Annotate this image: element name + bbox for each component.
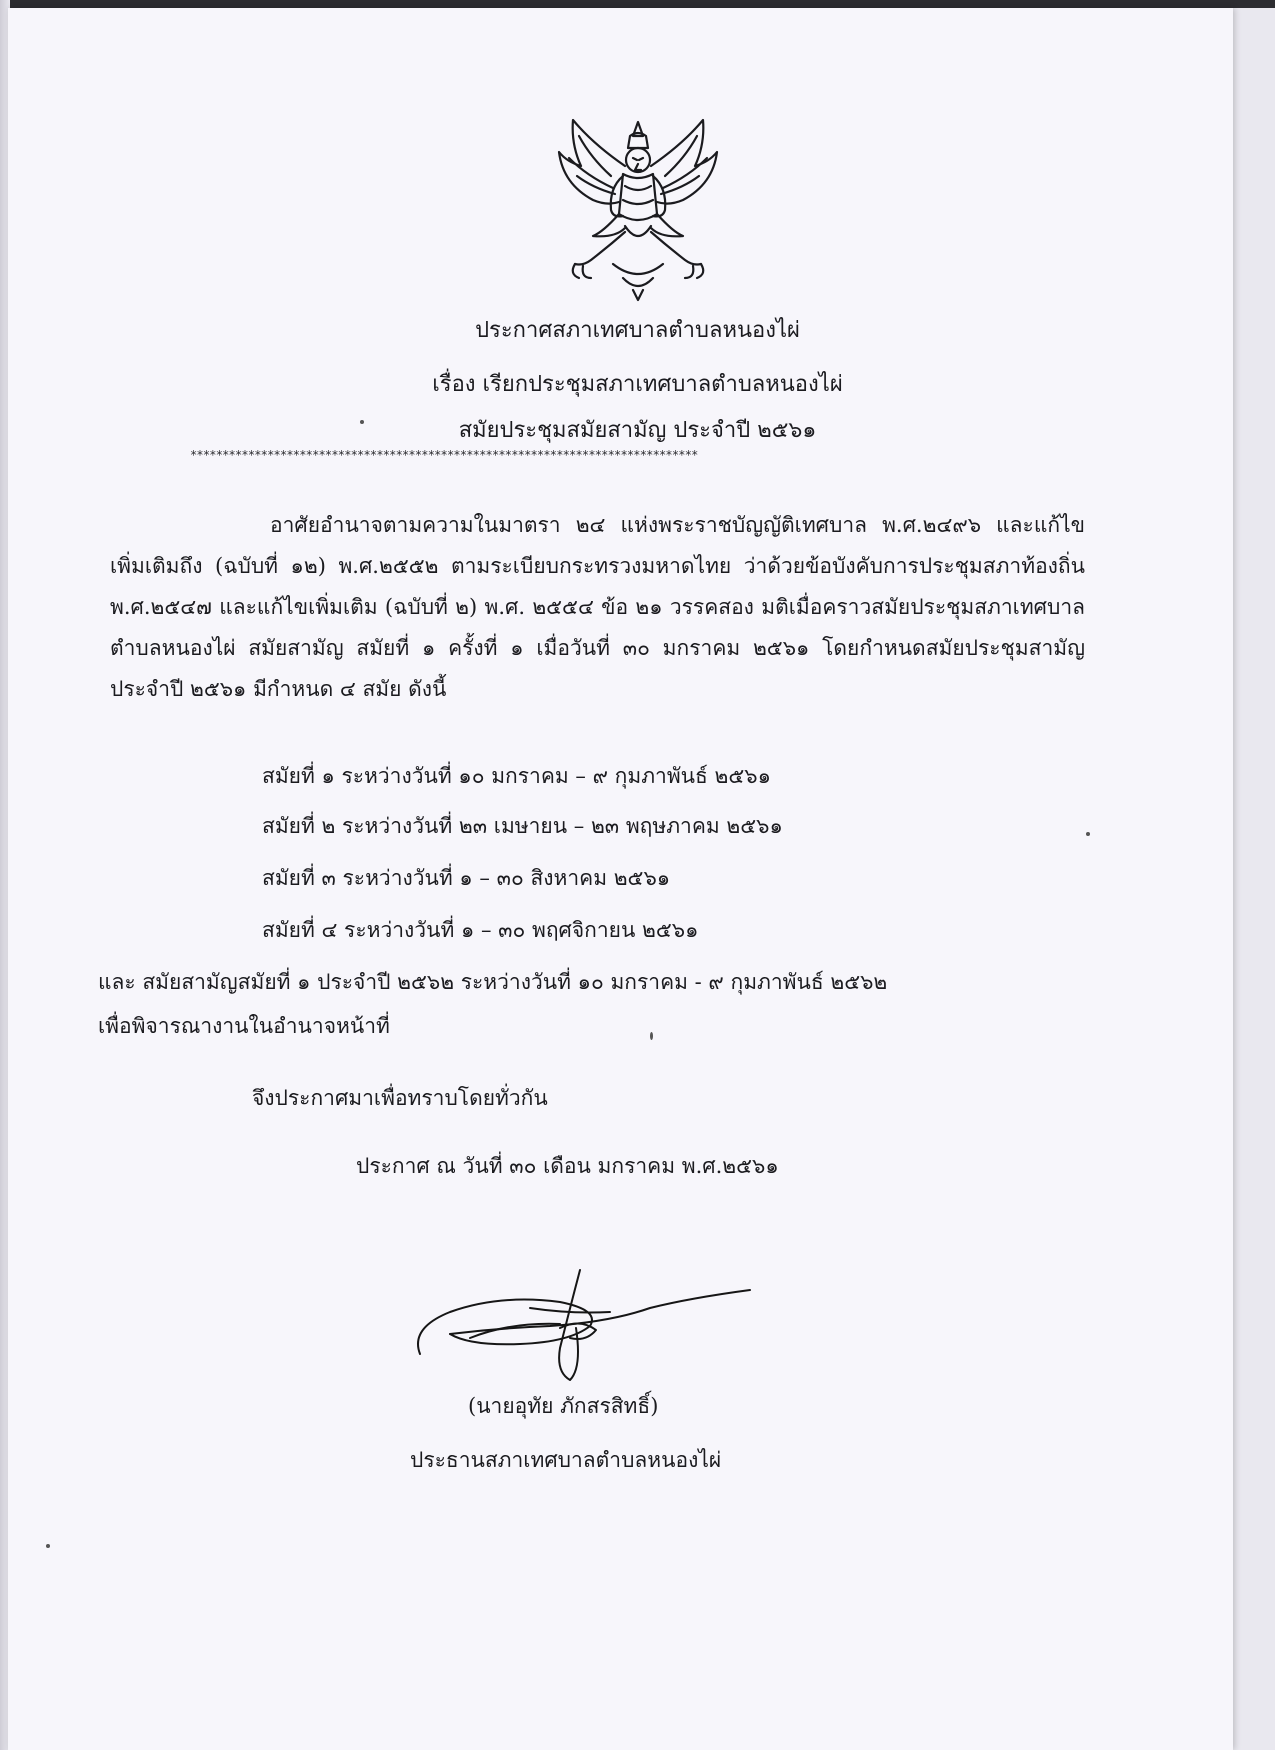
session-heading: สมัยประชุมสมัยสามัญ ประจำปี ๒๕๖๑ [458,418,817,443]
handwritten-signature [410,1268,760,1388]
body-paragraph: อาศัยอำนาจตามความในมาตรา ๒๔ แห่งพระราชบัญญัติเทศบาล พ.ศ.๒๔๙๖ และแก้ไขเพิ่มเติมถึง (ฉบับที่ ๑๒) พ.ศ.๒๕๕๒ ตามระเบียบกระทรวงมหาดไทย ว่าด้วยข้อบังคับการประชุมสภาท้องถิ่น พ.ศ.๒๕๔๗ และแก้ไขเพิ่มเติม (ฉบับที่ ๒) พ.ศ. ๒๕๕๔ ข้อ ๒๑ วรรคสอง มติเมื่อคราวสมัยประชุมสภาเทศบาลตำบลหนองไผ่ สมัยสามัญ สมัยที่ ๑ ครั้งที่ ๑ เมื่อวันที่ ๓๐ มกราคม ๒๕๖๑ โดยกำหนดสมัยประชุมสามัญ ประจำปี ๒๕๖๑ มีกำหนด ๔ สมัย ดังนี้ [110,513,1085,701]
subject-line: เรื่อง เรียกประชุมสภาเทศบาลตำบลหนองไผ่ [432,372,843,397]
scan-speck [650,1032,653,1040]
next-year-session: และ สมัยสามัญสมัยที่ ๑ ประจำปี ๒๕๖๒ ระหว่างวันที่ ๑๐ มกราคม - ๙ กุมภาพันธ์ ๒๕๖๒ [98,970,888,994]
session-3: สมัยที่ ๓ ระหว่างวันที่ ๑ – ๓๐ สิงหาคม ๒๕๖๑ [262,866,671,890]
announcement-date: ประกาศ ณ วันที่ ๓๐ เดือน มกราคม พ.ศ.๒๕๖๑ [356,1154,779,1178]
session-1: สมัยที่ ๑ ระหว่างวันที่ ๑๐ มกราคม – ๙ กุมภาพันธ์ ๒๕๖๑ [262,764,771,788]
session-4: สมัยที่ ๔ ระหว่างวันที่ ๑ – ๓๐ พฤศจิกายน ๒๕๖๑ [262,918,699,942]
announcement-title: ประกาศสภาเทศบาลตำบลหนองไผ่ [475,318,800,343]
purpose-line: เพื่อพิจารณางานในอำนาจหน้าที่ [98,1014,390,1038]
scan-speck [360,420,364,424]
closing-line: จึงประกาศมาเพื่อทราบโดยทั่วกัน [252,1086,548,1110]
scan-speck [1086,832,1090,836]
separator-line: ******************************************************************************* [190,448,698,462]
garuda-emblem-icon [553,114,723,304]
scan-border-top [0,0,1275,8]
session-2: สมัยที่ ๒ ระหว่างวันที่ ๒๓ เมษายน – ๒๓ พฤษภาคม ๒๕๖๑ [262,814,783,838]
scan-speck [46,1544,50,1548]
signatory-position: ประธานสภาเทศบาลตำบลหนองไผ่ [410,1448,722,1472]
signatory-name: (นายอุทัย ภักสรสิทธิ์) [468,1394,659,1418]
